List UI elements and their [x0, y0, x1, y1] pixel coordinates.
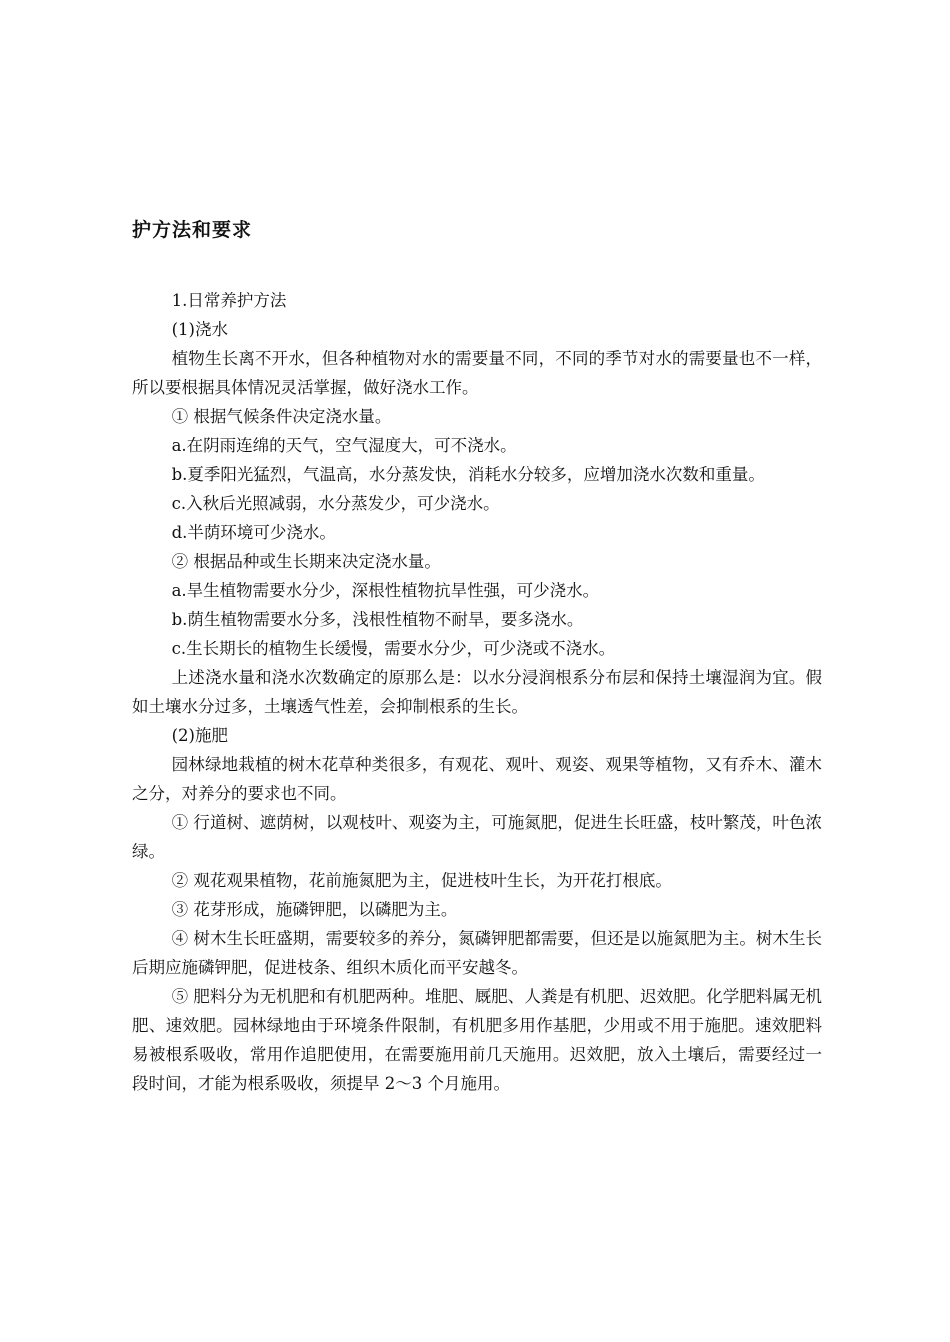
document-title: 护方法和要求 — [132, 219, 253, 241]
list-item: c.入秋后光照减弱，水分蒸发少，可少浇水。 — [171, 494, 500, 513]
subsection-heading-watering: (1)浇水 — [171, 320, 228, 339]
list-item: b.夏季阳光猛烈，气温高，水分蒸发快，消耗水分较多，应增加浇水次数和重量。 — [171, 465, 765, 484]
list-item: ② 根据品种或生长期来决定浇水量。 — [171, 552, 441, 571]
paragraph: 上述浇水量和浇水次数确定的原那么是：以水分浸润根系分布层和保持土壤湿润为宜。假如土壤水分过多，土壤透气性差，会抑制根系的生长。 — [132, 668, 822, 716]
paragraph: 园林绿地栽植的树木花草种类很多，有观花、观叶、观姿、观果等植物，又有乔木、灌木之分，对养分的要求也不同。 — [132, 755, 822, 803]
list-item: ④ 树木生长旺盛期，需要较多的养分，氮磷钾肥都需要，但还是以施氮肥为主。树木生长后期应施磷钾肥，促进枝条、组织木质化而平安越冬。 — [132, 929, 822, 977]
paragraph: 植物生长离不开水，但各种植物对水的需要量不同，不同的季节对水的需要量也不一样，所以要根据具体情况灵活掌握，做好浇水工作。 — [132, 349, 822, 397]
list-item: ① 根据气候条件决定浇水量。 — [171, 407, 392, 426]
list-item: ② 观花观果植物，花前施氮肥为主，促进枝叶生长，为开花打根底。 — [171, 871, 672, 890]
list-item: b.荫生植物需要水分多，浅根性植物不耐旱，要多浇水。 — [171, 610, 584, 629]
list-item: c.生长期长的植物生长缓慢，需要水分少，可少浇或不浇水。 — [171, 639, 616, 658]
subsection-heading-fertilizing: (2)施肥 — [171, 726, 228, 745]
list-item: ⑤ 肥料分为无机肥和有机肥两种。堆肥、厩肥、人粪是有机肥、迟效肥。化学肥料属无机肥、速效肥。园林绿地由于环境条件限制，有机肥多用作基肥，少用或不用于施肥。速效肥料易被根系吸收，常用作追肥使用，在需要施用前几天施用。迟效肥，放入土壤后，需要经过一段时间，才能为根系吸收，须提早 2～3 个月施用。 — [132, 987, 822, 1093]
document-body — [132, 286, 822, 1098]
list-item: a.在阴雨连绵的天气，空气湿度大，可不浇水。 — [171, 436, 517, 455]
section-heading-daily-care: 1.日常养护方法 — [171, 291, 287, 310]
list-item: d.半荫环境可少浇水。 — [171, 523, 336, 542]
list-item: a.旱生植物需要水分少，深根性植物抗旱性强，可少浇水。 — [171, 581, 600, 600]
list-item: ③ 花芽形成，施磷钾肥，以磷肥为主。 — [171, 900, 458, 919]
list-item: ① 行道树、遮荫树，以观枝叶、观姿为主，可施氮肥，促进生长旺盛，枝叶繁茂，叶色浓绿。 — [132, 813, 822, 861]
